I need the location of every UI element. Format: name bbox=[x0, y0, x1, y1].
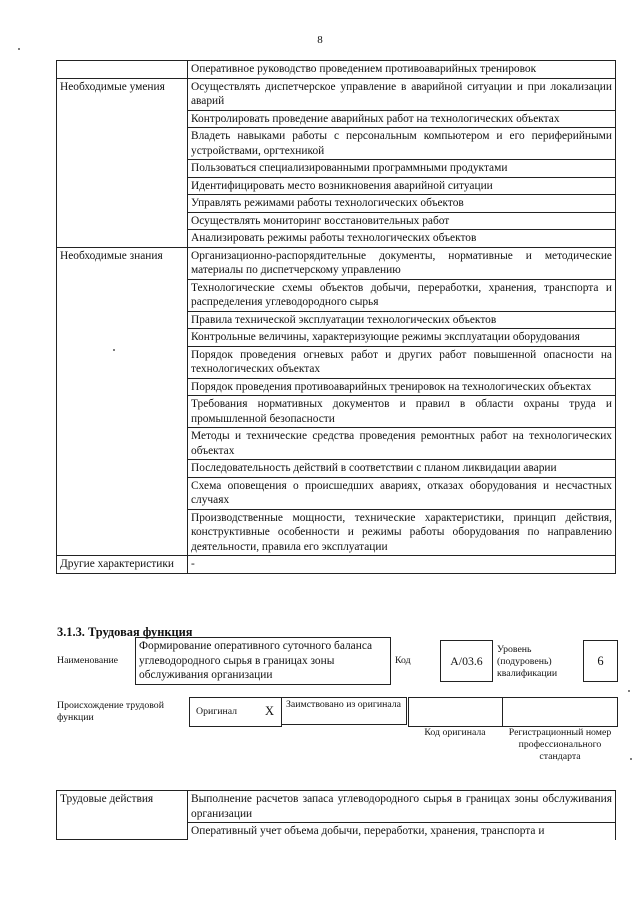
knowledge-item: Контрольные величины, характеризующие режимы эксплуатации оборудования bbox=[188, 329, 616, 347]
table-row bbox=[57, 791, 616, 823]
reg-number-caption: Регистрационный номер профессионального стандарта bbox=[508, 727, 612, 762]
action-item: Выполнение расчетов запаса углеводородного сырья в границах зоны обслуживания организации bbox=[188, 791, 616, 823]
skills-label: Необходимые умения bbox=[57, 78, 188, 247]
knowledge-item: Последовательность действий в соответствии с планом ликвидации аварии bbox=[188, 460, 616, 478]
skill-item: Анализировать режимы работы технологических объектов bbox=[188, 230, 616, 248]
skill-item: Контролировать проведение аварийных работ на технологических объектах bbox=[188, 110, 616, 128]
scan-speck bbox=[630, 758, 632, 760]
code-original-cell bbox=[408, 697, 503, 727]
code-label: Код bbox=[395, 655, 411, 666]
scan-speck bbox=[628, 690, 630, 692]
other-label: Другие характеристики bbox=[57, 556, 188, 574]
original-label: Оригинал bbox=[196, 706, 238, 717]
table-row bbox=[57, 556, 616, 574]
table-row bbox=[57, 61, 616, 79]
knowledge-item: Порядок проведения противоаварийных тренировок на технологических объектах bbox=[188, 378, 616, 396]
origin-label: Происхождение трудовой функции bbox=[57, 700, 164, 723]
skill-item: Идентифицировать место возникновения аварийной ситуации bbox=[188, 177, 616, 195]
empty-cell bbox=[57, 61, 188, 79]
scan-speck bbox=[18, 48, 20, 50]
level-label: Уровень (подуровень) квалификации bbox=[497, 644, 558, 679]
knowledge-item: Схема оповещения о происшедших авариях, отказах оборудования и несчастных случаях bbox=[188, 477, 616, 509]
knowledge-item: Производственные мощности, технические характеристики, принцип действия, конструктивные особенности и режимы работы оборудования по направлению деятельности, правила его эксплуатации bbox=[188, 509, 616, 556]
page-number: 8 bbox=[317, 34, 323, 46]
original-cell bbox=[189, 697, 282, 727]
knowledge-item: Требования нормативных документов и правил в области охраны труда и промышленной безопасности bbox=[188, 396, 616, 428]
knowledge-item: Методы и технические средства проведения ремонтных работ на технологических объектах bbox=[188, 428, 616, 460]
code-original-caption: Код оригинала bbox=[424, 727, 486, 738]
actions-label: Трудовые действия bbox=[57, 791, 188, 840]
table-row bbox=[57, 78, 616, 110]
level-value-box: 6 bbox=[583, 640, 618, 682]
actions-table bbox=[56, 790, 616, 840]
table-row bbox=[57, 247, 616, 279]
original-mark: X bbox=[265, 704, 275, 718]
function-name-box: Формирование оперативного суточного баланса углеводородного сырья в границах зоны обслуживания организации bbox=[135, 637, 391, 685]
reg-number-cell bbox=[502, 697, 618, 727]
code-value-box: А/03.6 bbox=[440, 640, 493, 682]
knowledge-label: Необходимые знания bbox=[57, 247, 188, 556]
requirements-table bbox=[56, 60, 616, 574]
skill-item: Владеть навыками работы с персональным компьютером и его периферийными устройствами, оргтехникой bbox=[188, 128, 616, 160]
scan-speck bbox=[113, 349, 115, 351]
skill-item: Осуществлять мониторинг восстановительных работ bbox=[188, 212, 616, 230]
skill-item: Управлять режимами работы технологических объектов bbox=[188, 195, 616, 213]
skill-item: Пользоваться специализированными программными продуктами bbox=[188, 160, 616, 178]
action-item: Оперативный учет объема добычи, переработки, хранения, транспорта и bbox=[188, 823, 616, 840]
list-item: Оперативное руководство проведением противоаварийных тренировок bbox=[188, 61, 616, 79]
other-value: - bbox=[188, 556, 616, 574]
knowledge-item: Правила технической эксплуатации технологических объектов bbox=[188, 311, 616, 329]
knowledge-item: Технологические схемы объектов добычи, переработки, хранения, транспорта и распределения углеводородного сырья bbox=[188, 279, 616, 311]
knowledge-item: Порядок проведения огневых работ и других работ повышенной опасности на технологических объектах bbox=[188, 346, 616, 378]
borrowed-cell: Заимствовано из оригинала bbox=[281, 697, 407, 725]
knowledge-item: Организационно-распорядительные документы, нормативные и методические материалы по диспетчерскому управлению bbox=[188, 247, 616, 279]
skill-item: Осуществлять диспетчерское управление в аварийной ситуации и при локализации аварий bbox=[188, 78, 616, 110]
section-title: 3.1.3. Трудовая функция bbox=[57, 625, 193, 639]
name-label: Наименование bbox=[57, 655, 119, 666]
